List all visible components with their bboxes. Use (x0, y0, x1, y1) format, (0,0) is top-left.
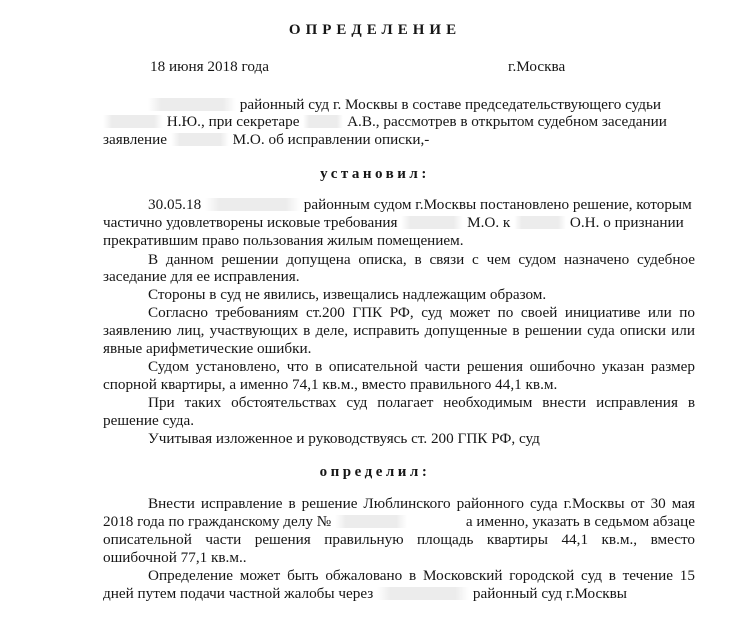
intro-line-2: Н.Ю., при секретаре А.В., рассмотрев в открытом судебном заседании (103, 113, 667, 131)
established-p1-line-3: прекратившим право пользования жилым помещением. (103, 232, 464, 249)
established-p1-line-1: 30.05.18 районным судом г.Москвы постановлено решение, которым (148, 196, 692, 213)
intro-line-1: районный суд г. Москвы в составе председательствующего судьи (148, 96, 695, 114)
decided-p1-line-4: ошибочной 77,1 кв.м.. (103, 549, 247, 566)
established-p6-line-1: При таких обстоятельствах суд полагает необходимым внести исправления в (148, 394, 695, 411)
redacted-secretary-name (303, 115, 343, 128)
established-p2-line-1: В данном решении допущена описка, в связи с чем судом назначено судебное (148, 251, 695, 268)
established-heading: установил: (320, 166, 430, 182)
established-p4-line-3: явные арифметические ошибки. (103, 340, 312, 357)
established-p2-line-2: заседание для ее исправления. (103, 268, 300, 285)
established-p7-line-1: Учитывая изложенное и руководствуясь ст. 200 ГПК РФ, суд (148, 430, 540, 447)
decided-p1-line-3: описательной части решения правильную площадь квартиры 44,1 кв.м., вместо (103, 531, 695, 548)
decided-heading: определил: (319, 464, 431, 480)
established-p4-line-1: Согласно требованиям ст.200 ГПК РФ, суд может по своей инициативе или по (148, 304, 695, 321)
decided-p2-line-1: Определение может быть обжаловано в Московский городской суд в течение 15 (148, 567, 695, 584)
redacted-court-name (205, 198, 300, 211)
intro-line-3: заявление М.О. об исправлении описки,- (103, 131, 430, 148)
document-city: г.Москва (508, 58, 566, 75)
decided-p1-line-1: Внести исправление в решение Люблинского районного суда г.Москвы от 30 мая (148, 495, 695, 512)
redacted-judge-name (103, 115, 163, 128)
redacted-court-name (148, 98, 236, 111)
established-p4-line-2: заявлению лиц, участвующих в деле, исправить допущенные в решении суда описки или (103, 322, 695, 339)
decided-p2-line-2: дней путем подачи частной жалобы через районный суд г.Москвы (103, 585, 627, 602)
redacted-court-name (377, 587, 469, 600)
decided-p1-line-2: 2018 года по гражданскому делу № а именно, указать в седьмом абзаце (103, 513, 695, 530)
established-p5-line-2: спорной квартиры, а именно 74,1 кв.м., вместо правильного 44,1 кв.м. (103, 376, 558, 393)
redacted-plaintiff-name (401, 216, 463, 229)
document-date: 18 июня 2018 года (150, 58, 270, 75)
established-p6-line-2: решение суда. (103, 412, 195, 429)
established-p5-line-1: Судом установлено, что в описательной части решения ошибочно указан размер (148, 358, 695, 375)
redacted-defendant-name (514, 216, 566, 229)
redacted-applicant-name (171, 133, 229, 146)
document-title: ОПРЕДЕЛЕНИЕ (288, 22, 462, 38)
established-p3-line-1: Стороны в суд не явились, извещались надлежащим образом. (148, 286, 547, 303)
redacted-case-number (335, 515, 407, 528)
established-p1-line-2: частично удовлетворены исковые требования М.О. к О.Н. о признании (103, 214, 684, 231)
